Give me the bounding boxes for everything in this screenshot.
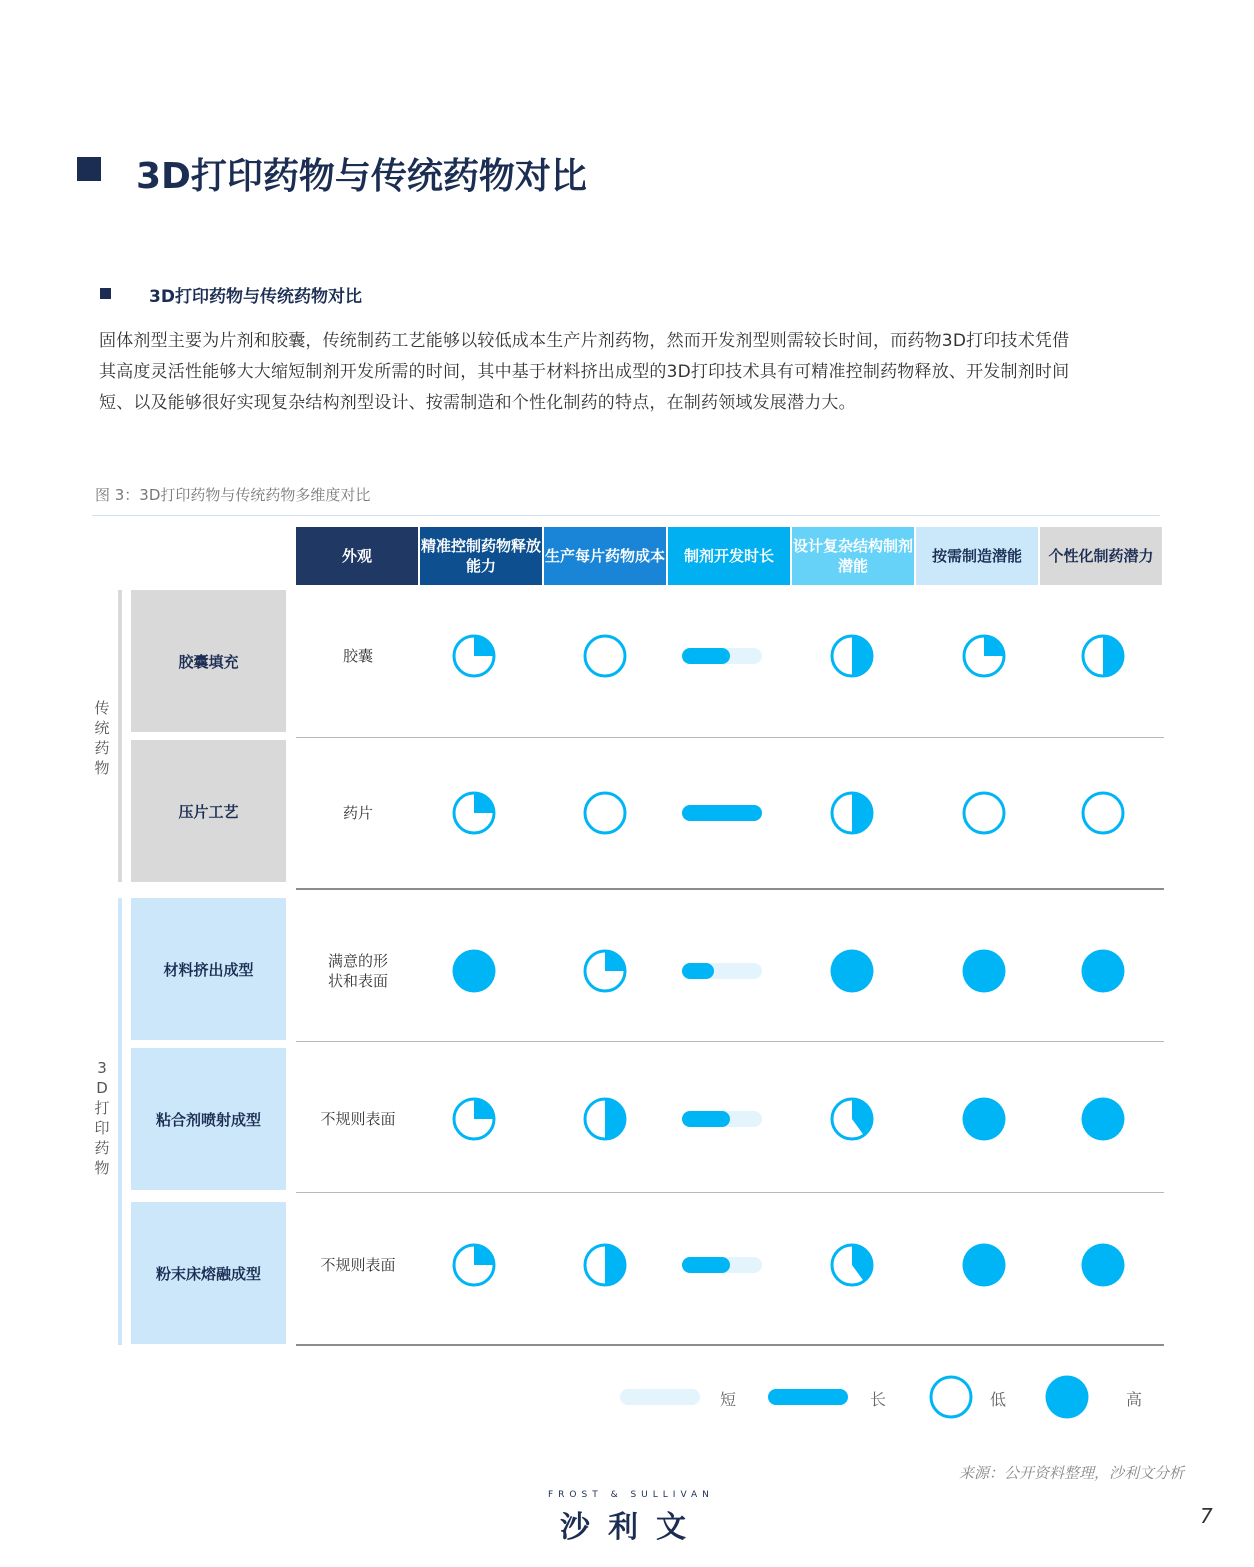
column-header: 制剂开发时长 [668,527,790,585]
dev-time-bar [682,648,762,664]
caption-divider [92,515,1160,516]
row-label: 胶囊填充 [131,590,286,732]
harvey-ball-icon [829,790,875,836]
harvey-ball-icon [1080,1242,1126,1288]
paragraph-line: 短、以及能够很好实现复杂结构剂型设计、按需制造和个性化制药的特点，在制药领域发展潜力大。 [99,393,856,413]
row-divider [296,888,1164,890]
harvey-ball-icon [582,1242,628,1288]
harvey-ball-icon [451,790,497,836]
legend-label-short: 短 [720,1390,737,1409]
harvey-ball-icon [829,948,875,994]
harvey-ball-icon [451,948,497,994]
legend-label-long: 长 [870,1390,887,1409]
harvey-ball-icon [582,790,628,836]
harvey-ball-icon [1080,1096,1126,1142]
harvey-ball-icon [451,1242,497,1288]
appearance-cell: 胶囊 [342,647,373,665]
appearance-cell: 药片 [342,804,373,822]
page-number: 7 [1200,1504,1213,1528]
paragraph-line: 固体剂型主要为片剂和胶囊，传统制药工艺能够以较低成本生产片剂药物，然而开发剂型则需较长时间，而药物3D打印技术凭借 [99,331,1070,351]
appearance-cell: 满意的形状和表面 [327,952,388,990]
harvey-ball-icon [1080,633,1126,679]
title-square-icon [77,157,101,181]
harvey-ball-icon [961,1242,1007,1288]
row-label: 材料挤出成型 [131,898,286,1040]
section-title: 3D打印药物与传统药物对比 [149,287,362,307]
harvey-ball-icon [829,633,875,679]
legend-short-bar [620,1389,700,1405]
dev-time-bar [682,805,762,821]
group-bar [118,590,122,882]
column-header: 个性化制药潜力 [1040,527,1162,585]
intro-paragraph [99,326,1164,419]
column-header: 生产每片药物成本 [544,527,666,585]
source-note: 来源：公开资料整理，沙利文分析 [958,1464,1184,1482]
column-header: 按需制造潜能 [916,527,1038,585]
harvey-ball-icon [829,1096,875,1142]
legend-long-bar [768,1389,848,1405]
group-label: 传统药物 [94,699,110,777]
row-label: 粉末床熔融成型 [131,1202,286,1344]
column-header: 设计复杂结构制剂潜能 [792,527,914,585]
dev-time-bar [682,1257,762,1273]
group-label: 3D打印药物 [94,1059,110,1177]
harvey-ball-icon [451,1096,497,1142]
legend-low-icon [928,1374,974,1420]
harvey-ball-icon [961,948,1007,994]
harvey-ball-icon [961,1096,1007,1142]
row-divider [296,1041,1164,1042]
row-label: 粘合剂喷射成型 [131,1048,286,1190]
harvey-ball-icon [1080,790,1126,836]
section-square-icon [100,288,111,299]
harvey-ball-icon [451,633,497,679]
harvey-ball-icon [1080,948,1126,994]
row-divider [296,737,1164,738]
logo-wordmark: FROST & SULLIVAN [548,1490,714,1500]
legend-label-high: 高 [1126,1390,1143,1409]
row-label: 压片工艺 [131,740,286,882]
page-title: 3D打印药物与传统药物对比 [136,156,587,197]
row-divider [296,1344,1164,1346]
paragraph-line: 其高度灵活性能够大大缩短制剂开发所需的时间，其中基于材料挤出成型的3D打印技术具有可精准控制药物释放、开发制剂时间 [99,362,1070,382]
figure-caption: 图 3：3D打印药物与传统药物多维度对比 [95,486,371,504]
harvey-ball-icon [961,633,1007,679]
harvey-ball-icon [829,1242,875,1288]
harvey-ball-icon [582,948,628,994]
column-header: 精准控制药物释放能力 [420,527,542,585]
dev-time-bar [682,963,762,979]
group-bar [118,898,122,1345]
dev-time-bar [682,1111,762,1127]
harvey-ball-icon [582,633,628,679]
appearance-cell: 不规则表面 [320,1256,396,1274]
logo-chinese: 沙利文 [560,1510,704,1545]
legend-high-icon [1044,1374,1090,1420]
appearance-cell: 不规则表面 [320,1110,396,1128]
harvey-ball-icon [961,790,1007,836]
row-divider [296,1192,1164,1193]
legend-label-low: 低 [990,1390,1007,1409]
harvey-ball-icon [582,1096,628,1142]
column-header: 外观 [296,527,418,585]
